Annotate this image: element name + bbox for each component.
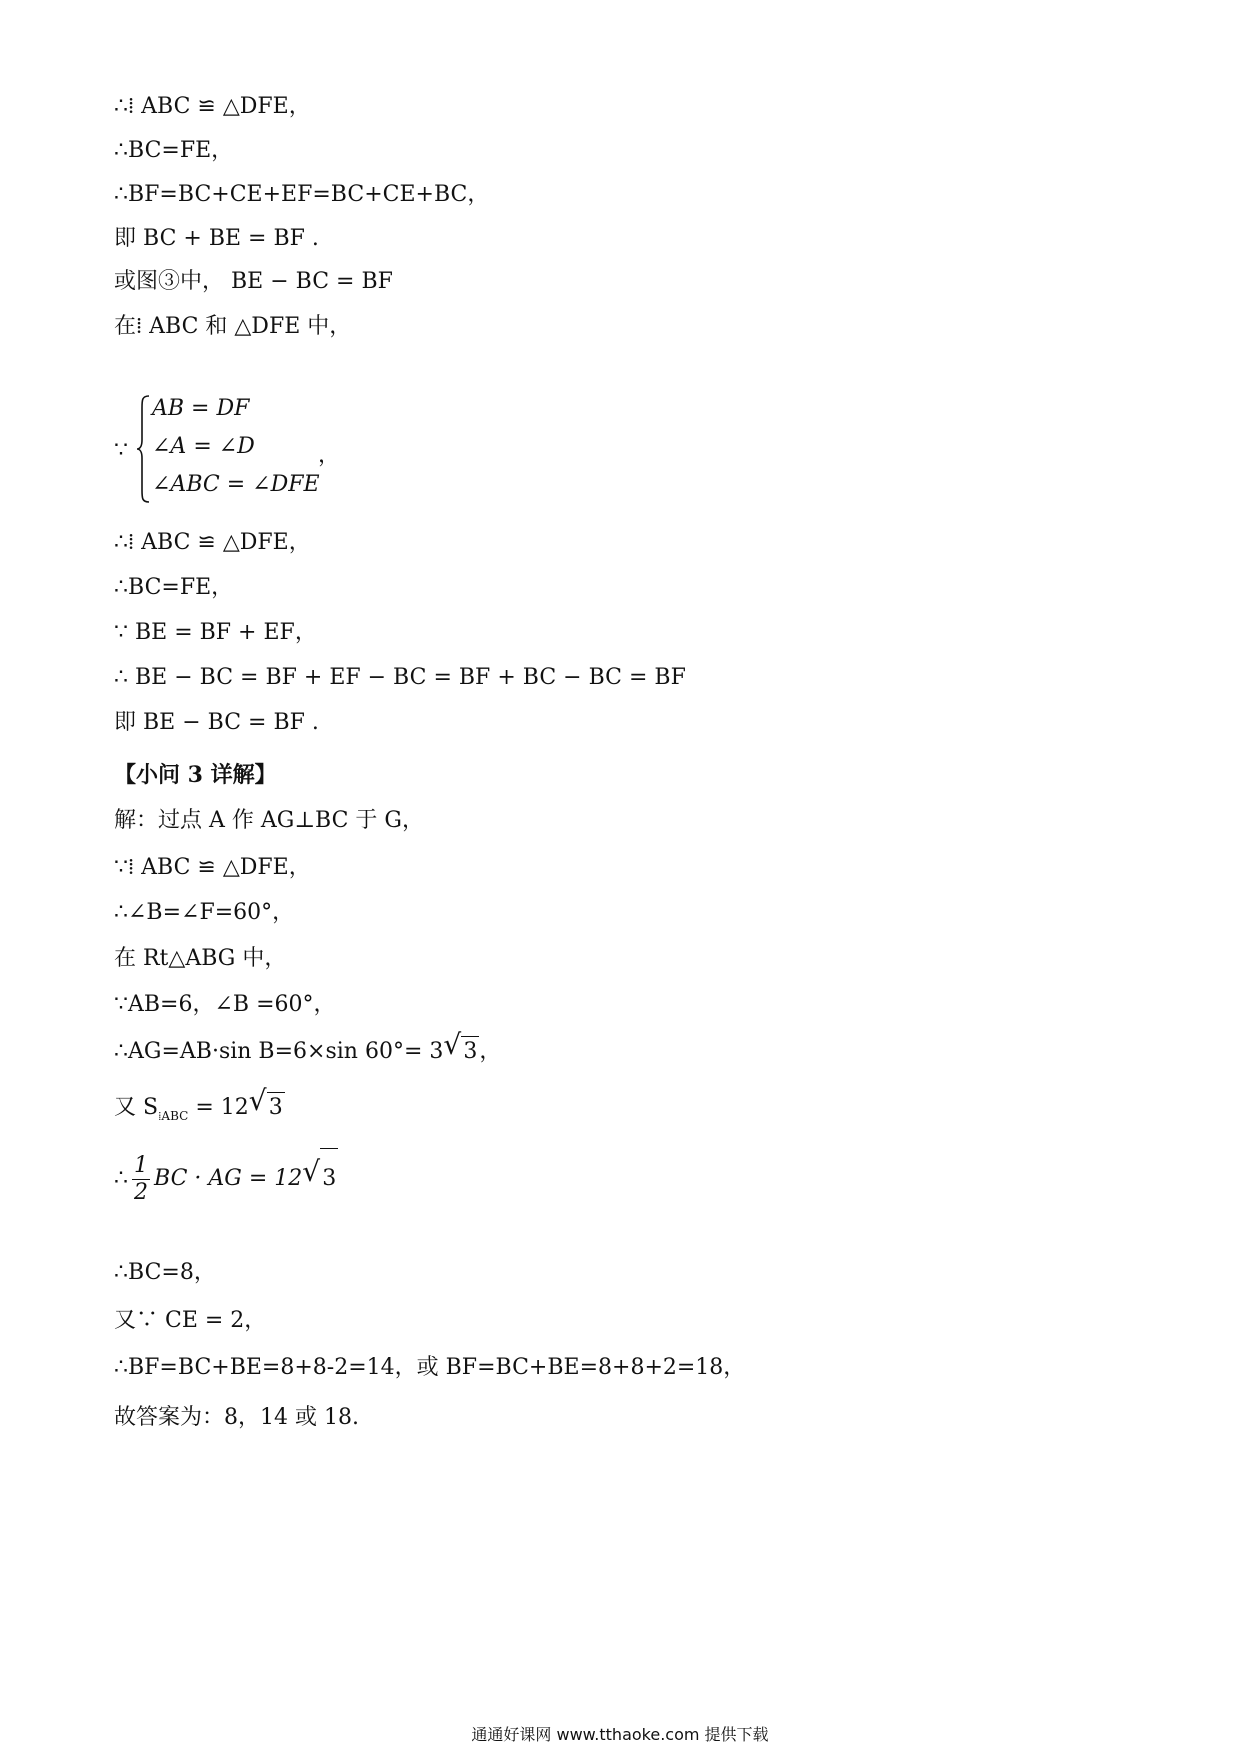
text-line: ∴BC=FE， bbox=[114, 138, 234, 163]
square-root: √ 3 bbox=[249, 1092, 285, 1123]
subscript: ⁞ABC bbox=[158, 1109, 189, 1123]
square-root: √ 3 bbox=[443, 1036, 479, 1067]
text-line: 在 Rt△ABG 中， bbox=[114, 946, 287, 971]
text-line: ∴AG=AB·sin B=6×sin 60°= 3 √ 3， bbox=[114, 1036, 501, 1067]
text-line: 又∵ CE = 2， bbox=[114, 1308, 267, 1333]
page-footer: 通通好课网 www.tthaoke.com 提供下载 bbox=[471, 1725, 769, 1744]
fraction: $\frac{1}{2}$ bbox=[134, 1152, 148, 1205]
text-line: 又 $S_{⁞ABC} = 12$ √ 3 bbox=[114, 1084, 283, 1123]
text-line: ∴BC=8， bbox=[114, 1260, 216, 1285]
text-line: 在⁞ ABC 和 △DFE 中， bbox=[114, 314, 352, 339]
text-line: 解：过点 A 作 AG⊥BC 于 G， bbox=[114, 808, 424, 833]
radical-icon: √ bbox=[443, 1028, 462, 1061]
text-line: ∴BF=BC+CE+EF=BC+CE+BC， bbox=[114, 182, 490, 207]
text-line: ∴ $\frac{1}{2}$ BC · AG = 12 √ 3 bbox=[114, 1148, 338, 1209]
system-row: AB = DF bbox=[152, 396, 250, 421]
system-comma: ， bbox=[318, 443, 341, 468]
section-heading: 【小问 3 详解】 bbox=[114, 762, 277, 788]
text-line: 即 BC + BE = BF . bbox=[114, 226, 319, 251]
text-line: ∵ BE = BF + EF， bbox=[114, 620, 317, 645]
text-line: ∵AB=6，∠B =60°， bbox=[114, 992, 336, 1017]
text-line: ∴BC=FE， bbox=[114, 575, 234, 600]
square-root: √ 3 bbox=[302, 1148, 338, 1209]
system-row: ∠ABC = ∠DFE bbox=[152, 472, 320, 497]
radical-icon: √ bbox=[248, 1084, 267, 1117]
text-line: ∴ BE − BC = BF + EF − BC = BF + BC − BC = BF bbox=[114, 665, 686, 690]
equation-system bbox=[114, 396, 634, 508]
text-line: 故答案为：8，14 或 18. bbox=[114, 1405, 359, 1430]
text-line: 或图③中， BE − BC = BF bbox=[114, 269, 393, 294]
text-line: ∴BF=BC+BE=8+8-2=14，或 BF=BC+BE=8+8+2=18， bbox=[114, 1355, 746, 1380]
left-brace-icon bbox=[136, 394, 150, 504]
system-row: ∠A = ∠D bbox=[152, 434, 255, 459]
text-line: ∴∠B=∠F=60°， bbox=[114, 900, 295, 925]
radical-icon: √ bbox=[302, 1155, 321, 1188]
because-symbol: ∵ bbox=[114, 438, 128, 463]
text-line: ∴⁞ ABC ≌ △DFE， bbox=[114, 530, 311, 555]
text-line: 即 BE − BC = BF . bbox=[114, 710, 319, 735]
text-line: ∵⁞ ABC ≌ △DFE， bbox=[114, 855, 311, 880]
text-line: ∴⁞ ABC ≌ △DFE， bbox=[114, 94, 311, 119]
